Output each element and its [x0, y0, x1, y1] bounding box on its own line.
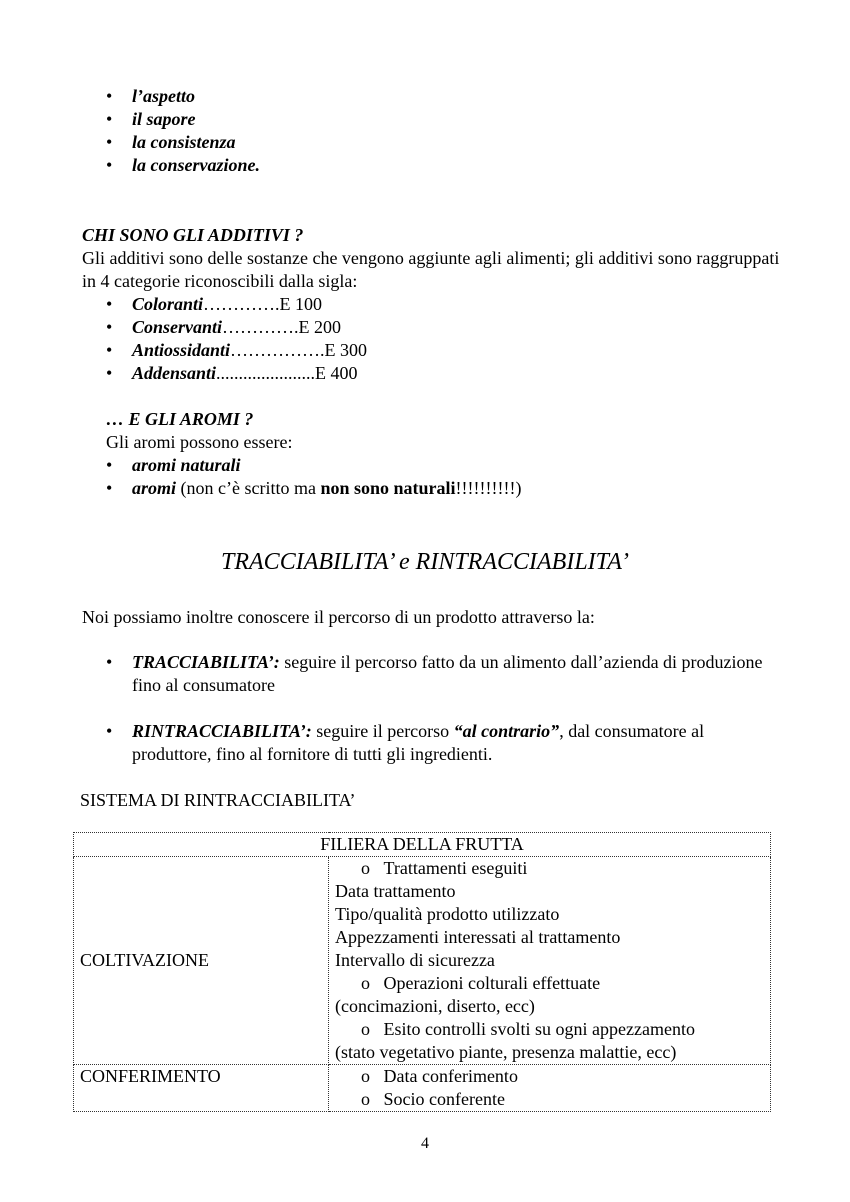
detail-line: Intervallo di sicurezza: [335, 950, 495, 970]
additivo-code: .E 100: [275, 294, 323, 314]
row-details: [329, 857, 771, 1065]
detail-line: Tipo/qualità prodotto utilizzato: [335, 904, 560, 924]
page-number: 4: [421, 1135, 429, 1152]
list-item: [82, 339, 782, 362]
additivo-name: Conservanti: [132, 317, 223, 337]
additivo-code: .E 200: [294, 317, 342, 337]
filiera-table: [73, 832, 771, 1112]
list-item: • aromi naturali: [82, 454, 782, 477]
aromi-emphasis: non sono naturali: [320, 478, 456, 498]
detail-line: Data trattamento: [335, 881, 456, 901]
additivi-heading: CHI SONO GLI ADDITIVI ?: [82, 225, 304, 245]
leader-dots: ……………: [230, 340, 321, 360]
list-item: [82, 293, 782, 316]
percorso-intro: Noi possiamo inoltre conoscere il percorso di un prodotto attraverso la:: [82, 607, 595, 627]
detail-line: Appezzamenti interessati al trattamento: [335, 927, 621, 947]
row-label: CONFERIMENTO: [74, 1065, 329, 1112]
list-item: [82, 720, 782, 766]
additivi-paragraph: Gli additivi sono delle sostanze che vengono aggiunte agli alimenti; gli additivi sono raggruppati in 4 categorie riconoscibili dalla sigla:: [82, 248, 780, 291]
detail-line: o Data conferimento: [361, 1066, 518, 1086]
table-header-row: [74, 833, 771, 857]
circle-bullet-icon: o: [361, 973, 370, 993]
table-row: [74, 1065, 771, 1112]
sistema-title: SISTEMA DI RINTRACCIABILITA’: [80, 790, 356, 810]
list-item: [82, 477, 782, 500]
additivi-list: [82, 293, 782, 385]
tracciabilita-list: [82, 651, 782, 697]
aromi-heading: … E GLI AROMI ?: [106, 409, 254, 429]
list-item: [82, 316, 782, 339]
list-item: • il sapore: [82, 108, 782, 131]
definition: seguire il percorso fatto da un alimento dall’azienda di produzione fino al consumatore: [132, 652, 763, 695]
aromi-text: !!!!!!!!!!): [455, 478, 522, 498]
list-item: • la conservazione.: [82, 154, 782, 177]
table-row: [74, 857, 771, 1065]
circle-bullet-icon: o: [361, 1066, 370, 1086]
definition: seguire il percorso: [311, 721, 454, 741]
circle-bullet-icon: o: [361, 1089, 370, 1109]
row-details: [329, 1065, 771, 1112]
detail-line: o Operazioni colturali effettuate: [361, 973, 601, 993]
circle-bullet-icon: o: [361, 1019, 370, 1039]
aromi-intro: Gli aromi possono essere:: [106, 432, 293, 452]
leader-dots: …………: [203, 294, 276, 314]
list-item: [82, 651, 782, 697]
detail-line: (stato vegetativo piante, presenza malattie, ecc): [335, 1042, 677, 1062]
section-title: TRACCIABILITA’ e RINTRACCIABILITA’: [221, 549, 629, 575]
detail-line: o Socio conferente: [361, 1089, 505, 1109]
definition: , dal consumatore al produttore, fino al fornitore di tutti gli ingredienti.: [132, 721, 705, 764]
list-item: • la consistenza: [82, 131, 782, 154]
leader-dots: ......................: [216, 363, 316, 383]
table-header: FILIERA DELLA FRUTTA: [74, 833, 771, 857]
aromi-text: (non c’è scritto ma: [176, 478, 321, 498]
additivo-code: .E 300: [320, 340, 368, 360]
detail-line: o Esito controlli svolti su ogni appezzamento: [361, 1019, 695, 1039]
aromi-list: [82, 454, 782, 500]
list-item: [82, 362, 782, 385]
term: TRACCIABILITA’:: [132, 652, 280, 672]
detail-line: (concimazioni, diserto, ecc): [335, 996, 535, 1016]
rintracciabilita-list: [82, 720, 782, 766]
list-item: • l’aspetto: [82, 85, 782, 108]
term: RINTRACCIABILITA’:: [132, 721, 312, 741]
leader-dots: …………: [222, 317, 295, 337]
additivo-name: Antiossidanti: [132, 340, 231, 360]
row-label: COLTIVAZIONE: [74, 857, 329, 1065]
detail-line: o Trattamenti eseguiti: [361, 858, 528, 878]
aromi-term: aromi: [132, 478, 177, 498]
intro-list: [82, 85, 782, 177]
additivo-name: Addensanti: [132, 363, 217, 383]
additivo-code: E 400: [315, 363, 358, 383]
emphasis: “al contrario”: [453, 721, 560, 741]
additivo-name: Coloranti: [132, 294, 204, 314]
circle-bullet-icon: o: [361, 858, 370, 878]
